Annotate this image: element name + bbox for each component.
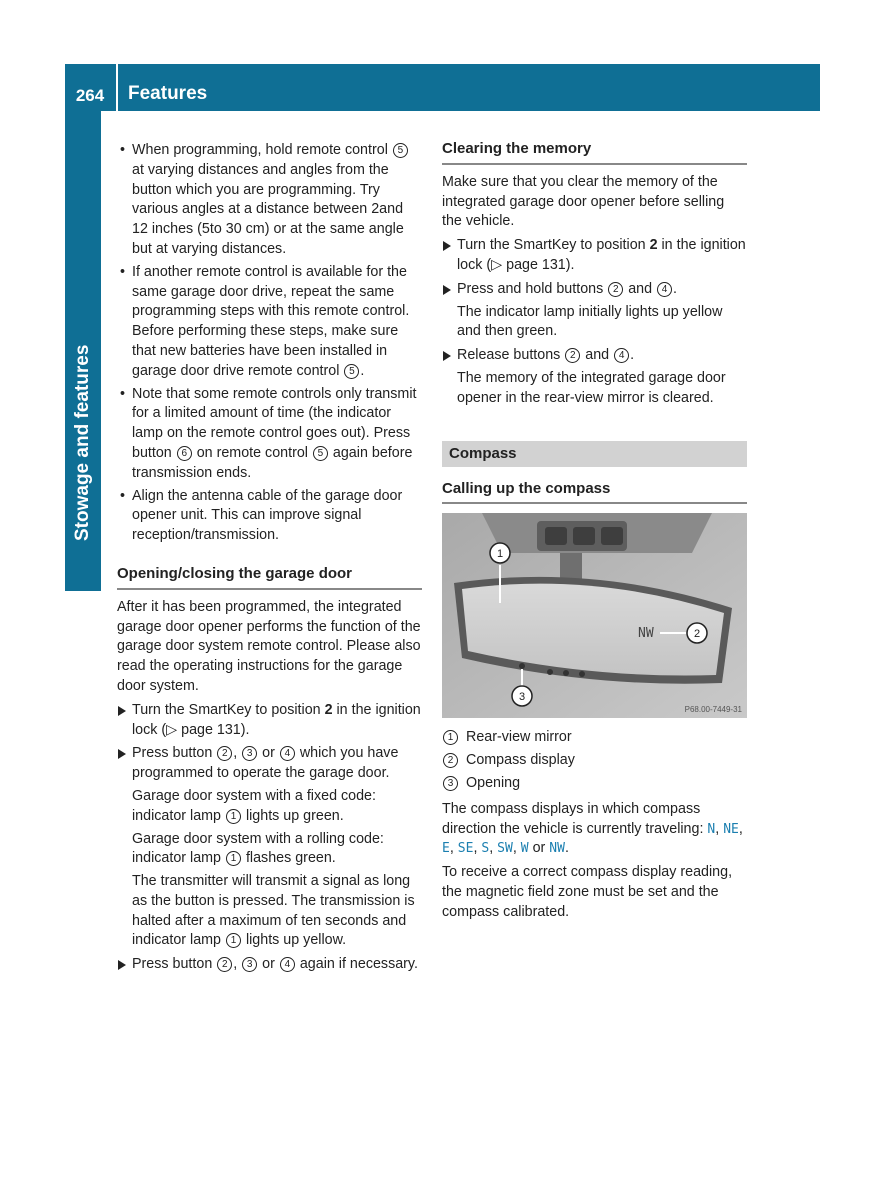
list-item: • Align the antenna cable of the garage door opener unit. This can improve signal reception/transmission. [117,487,422,546]
left-column [117,141,422,979]
step-item: Turn the SmartKey to position 2 in the ignition lock (▷ page 131). [117,701,422,741]
step-arrow-icon [118,960,126,970]
right-column [442,139,747,927]
page-number: 264 [75,86,105,105]
section-tab-label: Stowage and features [72,344,93,541]
step-item: Press button 2 , 3 or 4 which you have programmed to operate the garage door. Garage door system with a fixed code: indicator lamp 1 lights up green. Garage door system with a rolling code: indicator lamp 1 flashes green. The transmitter will transmit a signal as long as the button is pressed. The transmission is halted after a maximum of ten seconds and indicator lamp 1 lights up yellow. [117,744,422,951]
page-header [65,64,820,111]
rear-view-mirror-figure [442,513,747,718]
legend-item: 2 Compass display [442,751,747,771]
step-arrow-icon [443,241,451,251]
clearing-intro: Make sure that you clear the memory of the integrated garage door opener before selling the vehicle. [442,173,725,230]
compass-directions-text: The compass displays in which compass direction the vehicle is currently traveling: N, NE, E, SE, S, SW, W or NW. [442,800,743,857]
callout-1: 1 [496,548,504,561]
legend-item: 3 Opening [442,774,747,794]
step-arrow-icon [443,285,451,295]
step-item: Release buttons 2 and 4 . The memory of the integrated garage door opener in the rear-view mirror is cleared. [442,346,747,408]
step-item: Press button 2 , 3 or 4 again if necessary. [117,955,422,975]
tips-list [117,141,422,546]
opening-heading: Opening/closing the garage door [117,564,422,590]
step-item: Turn the SmartKey to position 2 in the ignition lock (▷ page 131). [442,236,747,276]
legend-item: 1 Rear-view mirror [442,728,747,748]
list-item: • Note that some remote controls only transmit for a limited amount of time (the indicator lamp on the remote control goes out). Press button 6 on remote control 5 again before transmission ends. [117,385,422,484]
list-item: • When programming, hold remote control 5 at varying distances and angles from the button which you are programming. Try various angles at a distance between 2and 12 inches (5to 30 cm) or at the same angle but at varying distances. [117,141,422,260]
header-divider [116,64,118,111]
figure-legend [442,728,747,793]
callout-2: 2 [693,628,701,641]
step-arrow-icon [443,351,451,361]
compass-section-band: Compass [442,441,747,467]
section-tab [65,111,101,591]
figure-code: P68.00-7449-31 [684,705,742,715]
callout-3: 3 [518,691,526,704]
step-item: Press and hold buttons 2 and 4 . The indicator lamp initially lights up yellow and then green. [442,280,747,342]
list-item: • If another remote control is available for the same garage door drive, repeat the same programming steps with this remote control. Before performing these steps, make sure that new batteries have been installed in garage door drive remote control 5 . [117,263,422,382]
step-arrow-icon [118,706,126,716]
calling-heading: Calling up the compass [442,479,747,505]
chapter-title: Features [128,83,208,104]
opening-intro: After it has been programmed, the integrated garage door opener performs the function of the garage door system remote control. Please also read the operating instructions for the garage door system. [117,598,421,694]
compass-display-text: NW [638,626,654,642]
mirror-illustration [442,513,747,718]
calibration-text: To receive a correct compass display reading, the magnetic field zone must be set and the compass calibrated. [442,864,733,920]
clearing-heading: Clearing the memory [442,139,747,165]
step-arrow-icon [118,749,126,759]
